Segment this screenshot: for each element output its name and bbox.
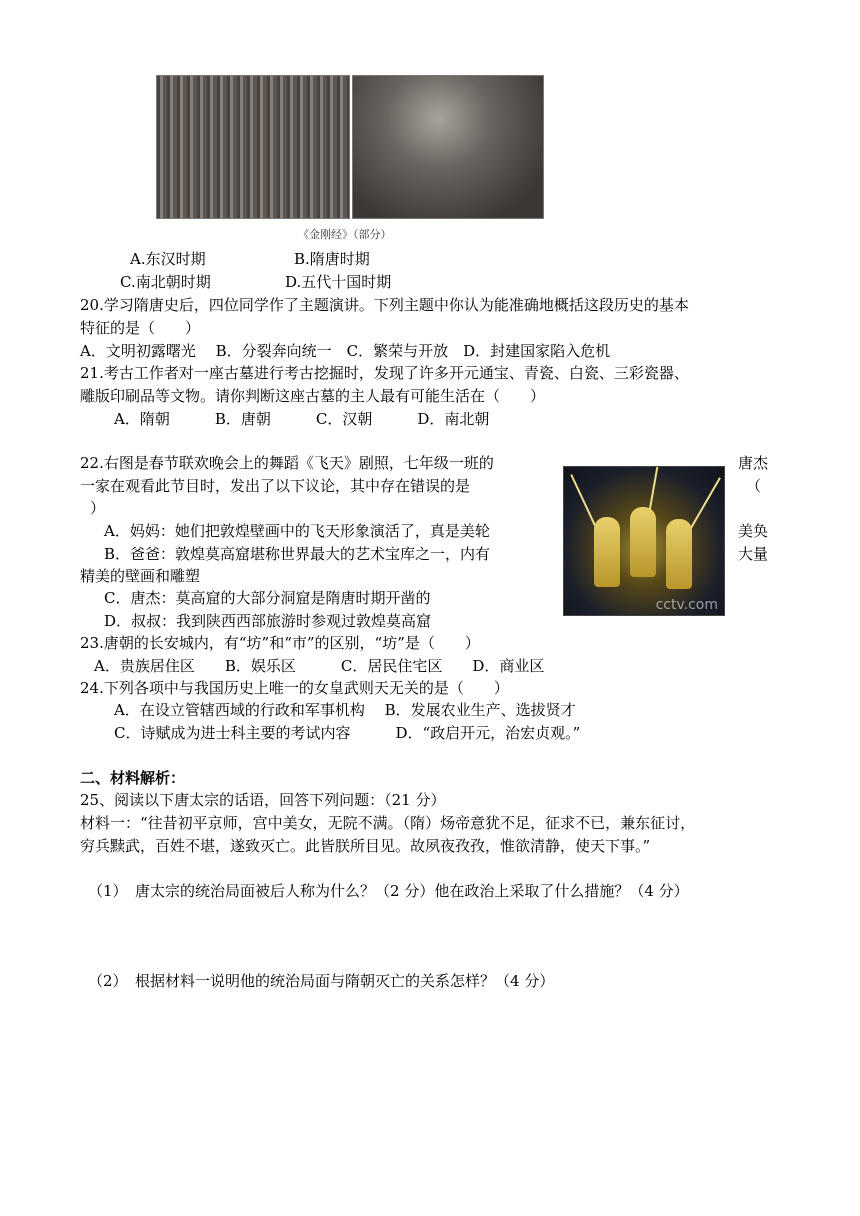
material-line1: 材料一：“往昔初平京师，宫中美女，无院不满。（隋）炀帝意犹不足，征求不已，兼东征讨，: [80, 814, 696, 832]
figure-caption: 《金刚经》（部分）: [298, 228, 392, 241]
q21-options: A．隋朝 B．唐朝 C．汉朝 D．南北朝: [114, 410, 490, 428]
q24-options-ab: A．在设立管辖西域的行政和军事机构 B．发展农业生产、选拔贤才: [114, 701, 576, 719]
q22-stem-line1-right: 唐杰: [738, 454, 769, 472]
q20-stem-line2: 特征的是（ ）: [80, 319, 201, 337]
q22-option-d: D．叔叔：我到陕西西部旅游时参观过敦煌莫高窟: [104, 612, 432, 630]
q20-options: A．文明初露曙光 B．分裂奔向统一 C．繁荣与开放 D．封建国家陷入危机: [80, 342, 611, 360]
q22-stem-line3: ）: [90, 499, 106, 517]
photo-watermark: cctv.com: [655, 597, 718, 613]
q19-option-a: A.东汉时期: [130, 250, 206, 268]
q19-option-b: B.隋唐时期: [294, 250, 370, 268]
q19-option-c: C.南北朝时期: [120, 273, 211, 291]
q22-option-b-cont: 精美的壁画和雕塑: [80, 567, 201, 585]
q22-stem-line1: 22.右图是春节联欢晚会上的舞蹈《飞天》剧照，七年级一班的: [80, 454, 494, 472]
diamond-sutra-scan-left: [156, 75, 350, 219]
q22-option-b: B．爸爸：敦煌莫高窟堪称世界最大的艺术宝库之一，内有: [104, 545, 491, 563]
q22-stem-line2-right: （: [746, 477, 762, 495]
diamond-sutra-scan-right: [352, 75, 544, 219]
q25-sub2: （2） 根据材料一说明他的统治局面与隋朝灭亡的关系怎样？（4 分）: [88, 972, 555, 990]
q22-option-b-right: 大量: [738, 545, 769, 563]
q20-stem-line1: 20.学习隋唐史后，四位同学作了主题演讲。下列主题中你认为能准确地概括这段历史的基本: [80, 296, 689, 314]
q24-stem: 24.下列各项中与我国历史上唯一的女皇武则天无关的是（ ）: [80, 679, 509, 697]
q22-option-c: C．唐杰：莫高窟的大部分洞窟是隋唐时期开凿的: [104, 589, 431, 607]
q19-option-d: D.五代十国时期: [285, 273, 392, 291]
section2-heading: 二、材料解析：: [80, 769, 186, 787]
q21-stem-line2: 雕版印刷品等文物。请你判断这座古墓的主人最有可能生活在（ ）: [80, 387, 546, 405]
feitian-dance-photo: [563, 466, 725, 616]
q24-options-cd: C．诗赋成为进士科主要的考试内容 D．“政启开元，治宏贞观。”: [114, 724, 581, 742]
q25-sub1: （1） 唐太宗的统治局面被后人称为什么？（2 分）他在政治上采取了什么措施？（4 分）: [88, 882, 689, 900]
q23-stem: 23.唐朝的长安城内，有“坊”和“市”的区别，“坊”是（ ）: [80, 634, 480, 652]
q21-stem-line1: 21.考古工作者对一座古墓进行考古挖掘时，发现了许多开元通宝、青瓷、白瓷、三彩瓷器、: [80, 364, 689, 382]
q22-option-a-right: 美奂: [738, 522, 769, 540]
q23-options: A．贵族居住区 B．娱乐区 C．居民住宅区 D．商业区: [94, 657, 545, 675]
q22-option-a: A．妈妈：她们把敦煌壁画中的飞天形象演活了，真是美轮: [104, 522, 490, 540]
q25-title: 25、阅读以下唐太宗的话语，回答下列问题：（21 分）: [80, 791, 446, 809]
material-line2: 穷兵黩武，百姓不堪，遂致灭亡。此皆朕所目见。故夙夜孜孜，惟欲清静，使天下事。”: [80, 837, 651, 855]
q22-stem-line2: 一家在观看此节目时，发出了以下议论，其中存在错误的是: [80, 477, 471, 495]
